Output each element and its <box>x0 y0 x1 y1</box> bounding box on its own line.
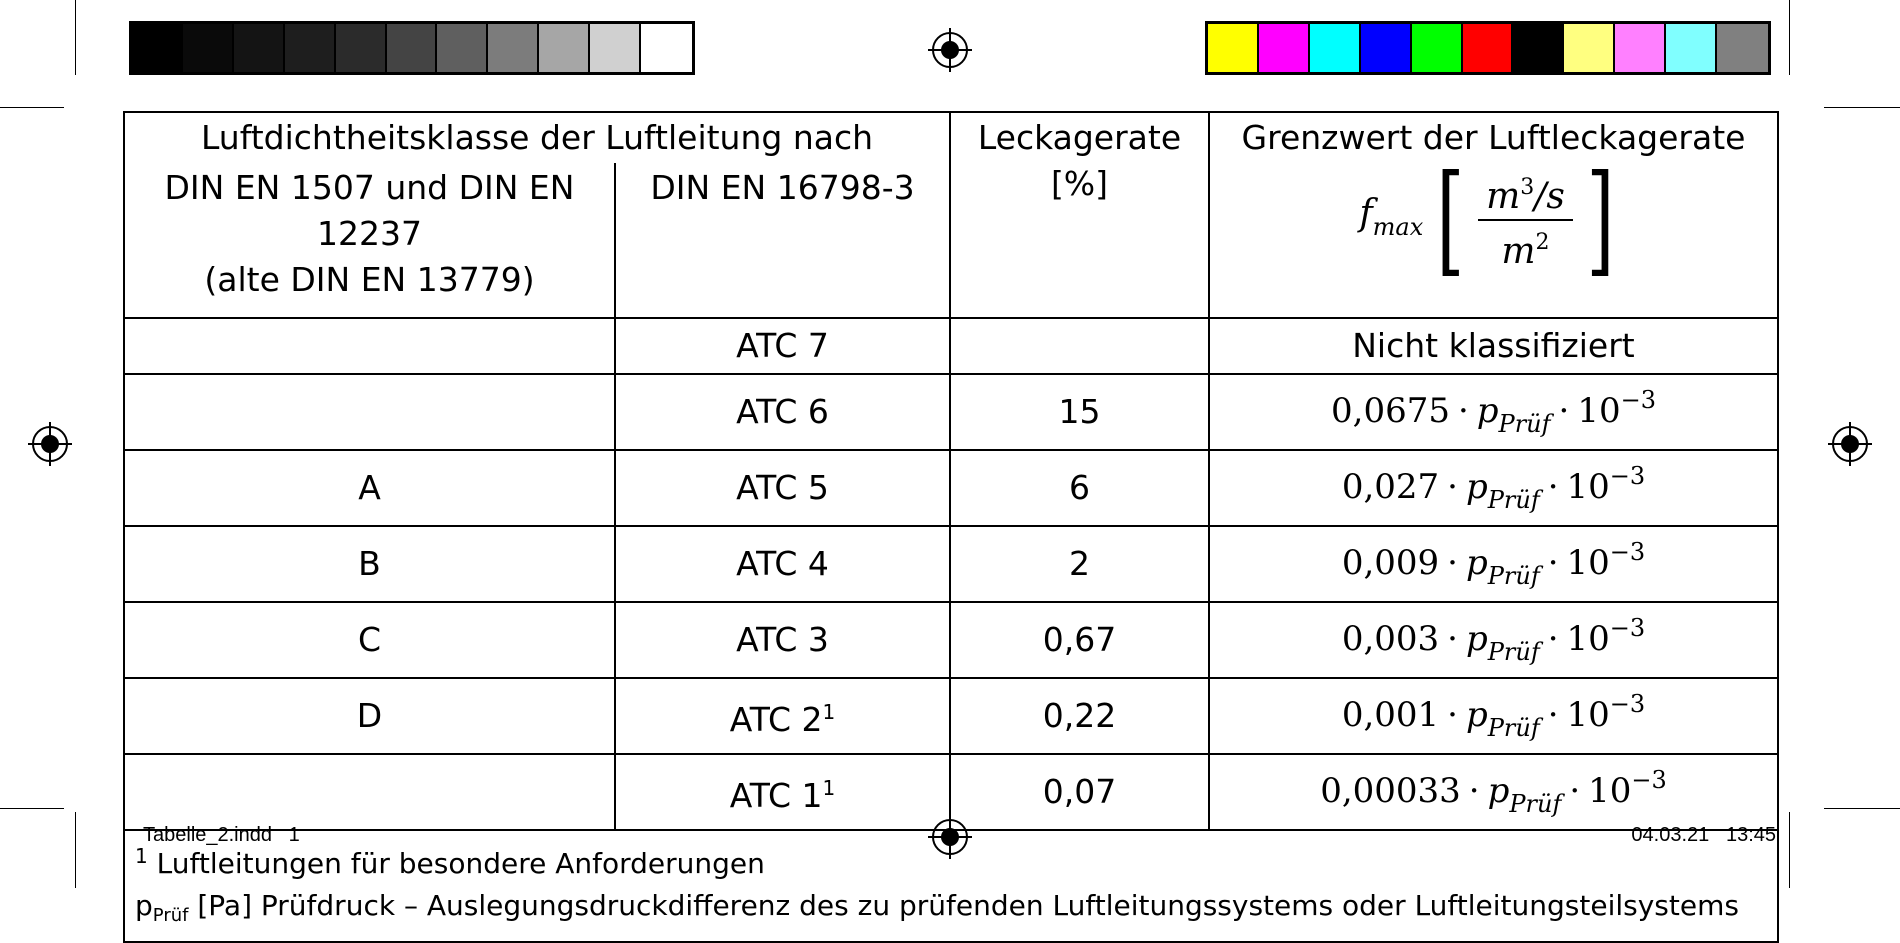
crop-mark <box>75 0 76 75</box>
cell-limit-value <box>1209 678 1778 754</box>
footnote-2-p-sub: Prüf <box>152 905 189 926</box>
formula-coefficient: 0,001 <box>1341 695 1440 735</box>
footnote-2-p: p <box>135 889 153 922</box>
cell-leakage-rate: 6 <box>950 450 1209 526</box>
limit-formula <box>1331 386 1656 438</box>
header-leakage-rate-line1: Leckagerate <box>977 118 1182 157</box>
formula-dot: · <box>1569 771 1581 811</box>
table-row <box>124 678 1778 754</box>
color-swatch <box>437 24 488 72</box>
limit-text: Nicht klassifiziert <box>1352 326 1635 365</box>
formula-p-sub: Prüf <box>1509 790 1562 818</box>
unit-num-exp: 3 <box>1520 175 1535 200</box>
formula-p: p <box>1465 467 1488 507</box>
cell-limit-value <box>1209 374 1778 450</box>
slug-datetime: 04.03.21 13:45 <box>1631 824 1776 846</box>
header-group-title-text: Luftdichtheitsklasse der Luftleitung nach <box>200 118 874 157</box>
formula-dot: · <box>1457 391 1469 431</box>
unit-num-div: /s <box>1534 176 1565 217</box>
cell-limit-value <box>1209 450 1778 526</box>
header-group-title <box>124 112 950 163</box>
fmax-sub: max <box>1372 212 1424 241</box>
cell-old-class: C <box>124 602 615 678</box>
grayscale-calibration-bar <box>129 21 695 75</box>
formula-exponent: −3 <box>1609 538 1646 566</box>
cell-limit-value <box>1209 526 1778 602</box>
registration-mark-icon <box>28 422 72 466</box>
formula-exponent: −3 <box>1609 614 1646 642</box>
bracket-left-icon: [ <box>1436 150 1465 289</box>
atc-footnote-marker: 1 <box>822 776 836 800</box>
atc-label: ATC 7 <box>736 326 829 365</box>
color-swatch <box>1513 24 1564 72</box>
atc-label: ATC 6 <box>736 392 829 431</box>
atc-label: ATC 5 <box>736 468 829 507</box>
footnote-1 <box>135 835 1767 885</box>
formula-dot: · <box>1447 543 1458 583</box>
formula-p-sub: Prüf <box>1487 562 1540 590</box>
bracket-right-icon: ] <box>1586 150 1615 289</box>
formula-exponent: −3 <box>1631 766 1667 794</box>
formula-coefficient: 0,027 <box>1341 467 1440 507</box>
formula-p: p <box>1487 771 1510 811</box>
color-swatch <box>1208 24 1259 72</box>
header-row-1 <box>124 112 1778 163</box>
unit-fraction <box>1478 166 1573 274</box>
cell-old-class <box>124 754 615 830</box>
footnotes <box>124 830 1778 942</box>
formula-p-sub: Prüf <box>1487 486 1540 514</box>
footnote-1-marker: 1 <box>135 844 148 868</box>
cell-atc-class <box>615 602 950 678</box>
limit-formula <box>1341 538 1646 590</box>
fmax-f: f <box>1359 192 1373 234</box>
crop-mark <box>1789 812 1790 888</box>
unit-numerator <box>1478 166 1573 221</box>
formula-p: p <box>1465 619 1488 659</box>
table-row <box>124 374 1778 450</box>
formula-p-sub: Prüf <box>1487 714 1540 742</box>
registration-mark-icon <box>1828 422 1872 466</box>
formula-p-sub: Prüf <box>1498 410 1551 438</box>
color-swatch <box>132 24 183 72</box>
formula-dot: · <box>1447 619 1458 659</box>
formula-ten: 10 <box>1577 391 1621 431</box>
atc-label: ATC 3 <box>736 620 829 659</box>
color-swatch <box>1412 24 1463 72</box>
color-swatch <box>234 24 285 72</box>
formula-coefficient: 0,00033 <box>1320 771 1461 811</box>
formula-dot: · <box>1547 695 1559 735</box>
color-swatch <box>1463 24 1514 72</box>
unit-den-exp: 2 <box>1535 230 1550 255</box>
formula-exponent: −3 <box>1609 462 1646 490</box>
table-row <box>124 318 1778 374</box>
formula-p-sub: Prüf <box>1487 638 1540 666</box>
formula-ten: 10 <box>1588 771 1632 811</box>
formula-ten: 10 <box>1566 695 1610 735</box>
atc-label: ATC 4 <box>736 544 829 583</box>
table-row <box>124 602 1778 678</box>
cell-atc-class <box>615 754 950 830</box>
color-swatch <box>1717 24 1768 72</box>
crop-mark <box>0 107 64 108</box>
color-swatch <box>1666 24 1717 72</box>
slug-filename: Tabelle_2.indd 1 <box>143 824 300 846</box>
crop-mark <box>75 812 76 888</box>
cell-atc-class <box>615 374 950 450</box>
table-row <box>124 526 1778 602</box>
limit-formula <box>1341 690 1646 742</box>
cell-atc-class <box>615 318 950 374</box>
formula-p: p <box>1465 543 1488 583</box>
crop-mark <box>0 808 64 809</box>
color-swatch <box>1361 24 1412 72</box>
formula-dot: · <box>1547 543 1559 583</box>
cell-atc-class <box>615 678 950 754</box>
formula-coefficient: 0,0675 <box>1331 391 1450 431</box>
cell-atc-class <box>615 450 950 526</box>
formula-exponent: −3 <box>1609 690 1646 718</box>
cell-leakage-rate: 2 <box>950 526 1209 602</box>
color-swatch <box>285 24 336 72</box>
cell-leakage-rate: 0,22 <box>950 678 1209 754</box>
color-swatch <box>641 24 692 72</box>
limit-formula <box>1320 766 1667 818</box>
color-swatch <box>1564 24 1615 72</box>
formula-ten: 10 <box>1566 543 1610 583</box>
formula-p: p <box>1465 695 1488 735</box>
formula-dot: · <box>1547 619 1559 659</box>
color-swatch <box>1615 24 1666 72</box>
header-old-standard-line2: 12237 <box>317 214 422 253</box>
unit-num-m: m <box>1486 176 1521 217</box>
color-swatch <box>539 24 590 72</box>
header-limit-value-title: Grenzwert der Luftleckagerate <box>1241 118 1746 157</box>
cell-old-class <box>124 374 615 450</box>
color-swatch <box>183 24 234 72</box>
cell-leakage-rate: 15 <box>950 374 1209 450</box>
crop-mark <box>1789 0 1790 75</box>
atc-label: ATC 2 <box>729 700 823 739</box>
footnote-2 <box>135 885 1767 937</box>
cell-old-class: D <box>124 678 615 754</box>
formula-dot: · <box>1468 771 1480 811</box>
formula-p: p <box>1476 391 1499 431</box>
atc-label: ATC 1 <box>729 776 823 815</box>
table-body <box>124 318 1778 830</box>
formula-coefficient: 0,009 <box>1341 543 1440 583</box>
limit-formula <box>1341 462 1646 514</box>
footnote-1-text: Luftleitungen für besondere Anforderungen <box>147 847 765 880</box>
header-old-standard-line1: DIN EN 1507 und DIN EN <box>164 168 575 207</box>
fmax-unit-formula <box>1359 150 1627 289</box>
color-swatch <box>336 24 387 72</box>
fmax-symbol <box>1359 191 1423 250</box>
header-leakage-rate-line2: [%] <box>1050 164 1109 203</box>
header-limit-value <box>1209 112 1778 318</box>
header-old-standard-line3: (alte DIN EN 13779) <box>204 260 535 299</box>
unit-den-m: m <box>1501 231 1536 272</box>
cell-limit-value <box>1209 602 1778 678</box>
cell-atc-class <box>615 526 950 602</box>
formula-coefficient: 0,003 <box>1341 619 1440 659</box>
atc-footnote-marker: 1 <box>822 700 836 724</box>
table-row <box>124 754 1778 830</box>
crop-mark <box>1824 808 1900 809</box>
color-swatch <box>387 24 438 72</box>
color-swatch <box>488 24 539 72</box>
registration-mark-icon <box>928 28 972 72</box>
cell-old-class <box>124 318 615 374</box>
formula-ten: 10 <box>1566 467 1610 507</box>
formula-exponent: −3 <box>1620 386 1656 414</box>
limit-formula <box>1341 614 1646 666</box>
formula-dot: · <box>1447 695 1458 735</box>
header-leakage-rate <box>950 112 1209 318</box>
formula-dot: · <box>1547 467 1559 507</box>
cell-leakage-rate <box>950 318 1209 374</box>
leakage-class-table <box>123 111 1779 943</box>
color-swatch <box>590 24 641 72</box>
header-new-standard <box>615 163 950 318</box>
cell-limit-value <box>1209 318 1778 374</box>
formula-dot: · <box>1447 467 1458 507</box>
table-row <box>124 450 1778 526</box>
header-old-standard <box>124 163 615 318</box>
color-calibration-bar <box>1205 21 1771 75</box>
cell-old-class: B <box>124 526 615 602</box>
cell-old-class: A <box>124 450 615 526</box>
footnote-2-text: [Pa] Prüfdruck – Auslegungsdruckdifferenz des zu prüfenden Luftleitungssystems oder Luftleitungsteilsystems <box>188 889 1739 922</box>
footnote-row <box>124 830 1778 942</box>
cell-leakage-rate: 0,67 <box>950 602 1209 678</box>
color-swatch <box>1259 24 1310 72</box>
crop-mark <box>1824 107 1900 108</box>
formula-ten: 10 <box>1566 619 1610 659</box>
unit-denominator <box>1501 221 1549 274</box>
cell-leakage-rate: 0,07 <box>950 754 1209 830</box>
header-new-standard-text: DIN EN 16798-3 <box>650 168 915 207</box>
color-swatch <box>1310 24 1361 72</box>
formula-dot: · <box>1558 391 1570 431</box>
cell-limit-value <box>1209 754 1778 830</box>
